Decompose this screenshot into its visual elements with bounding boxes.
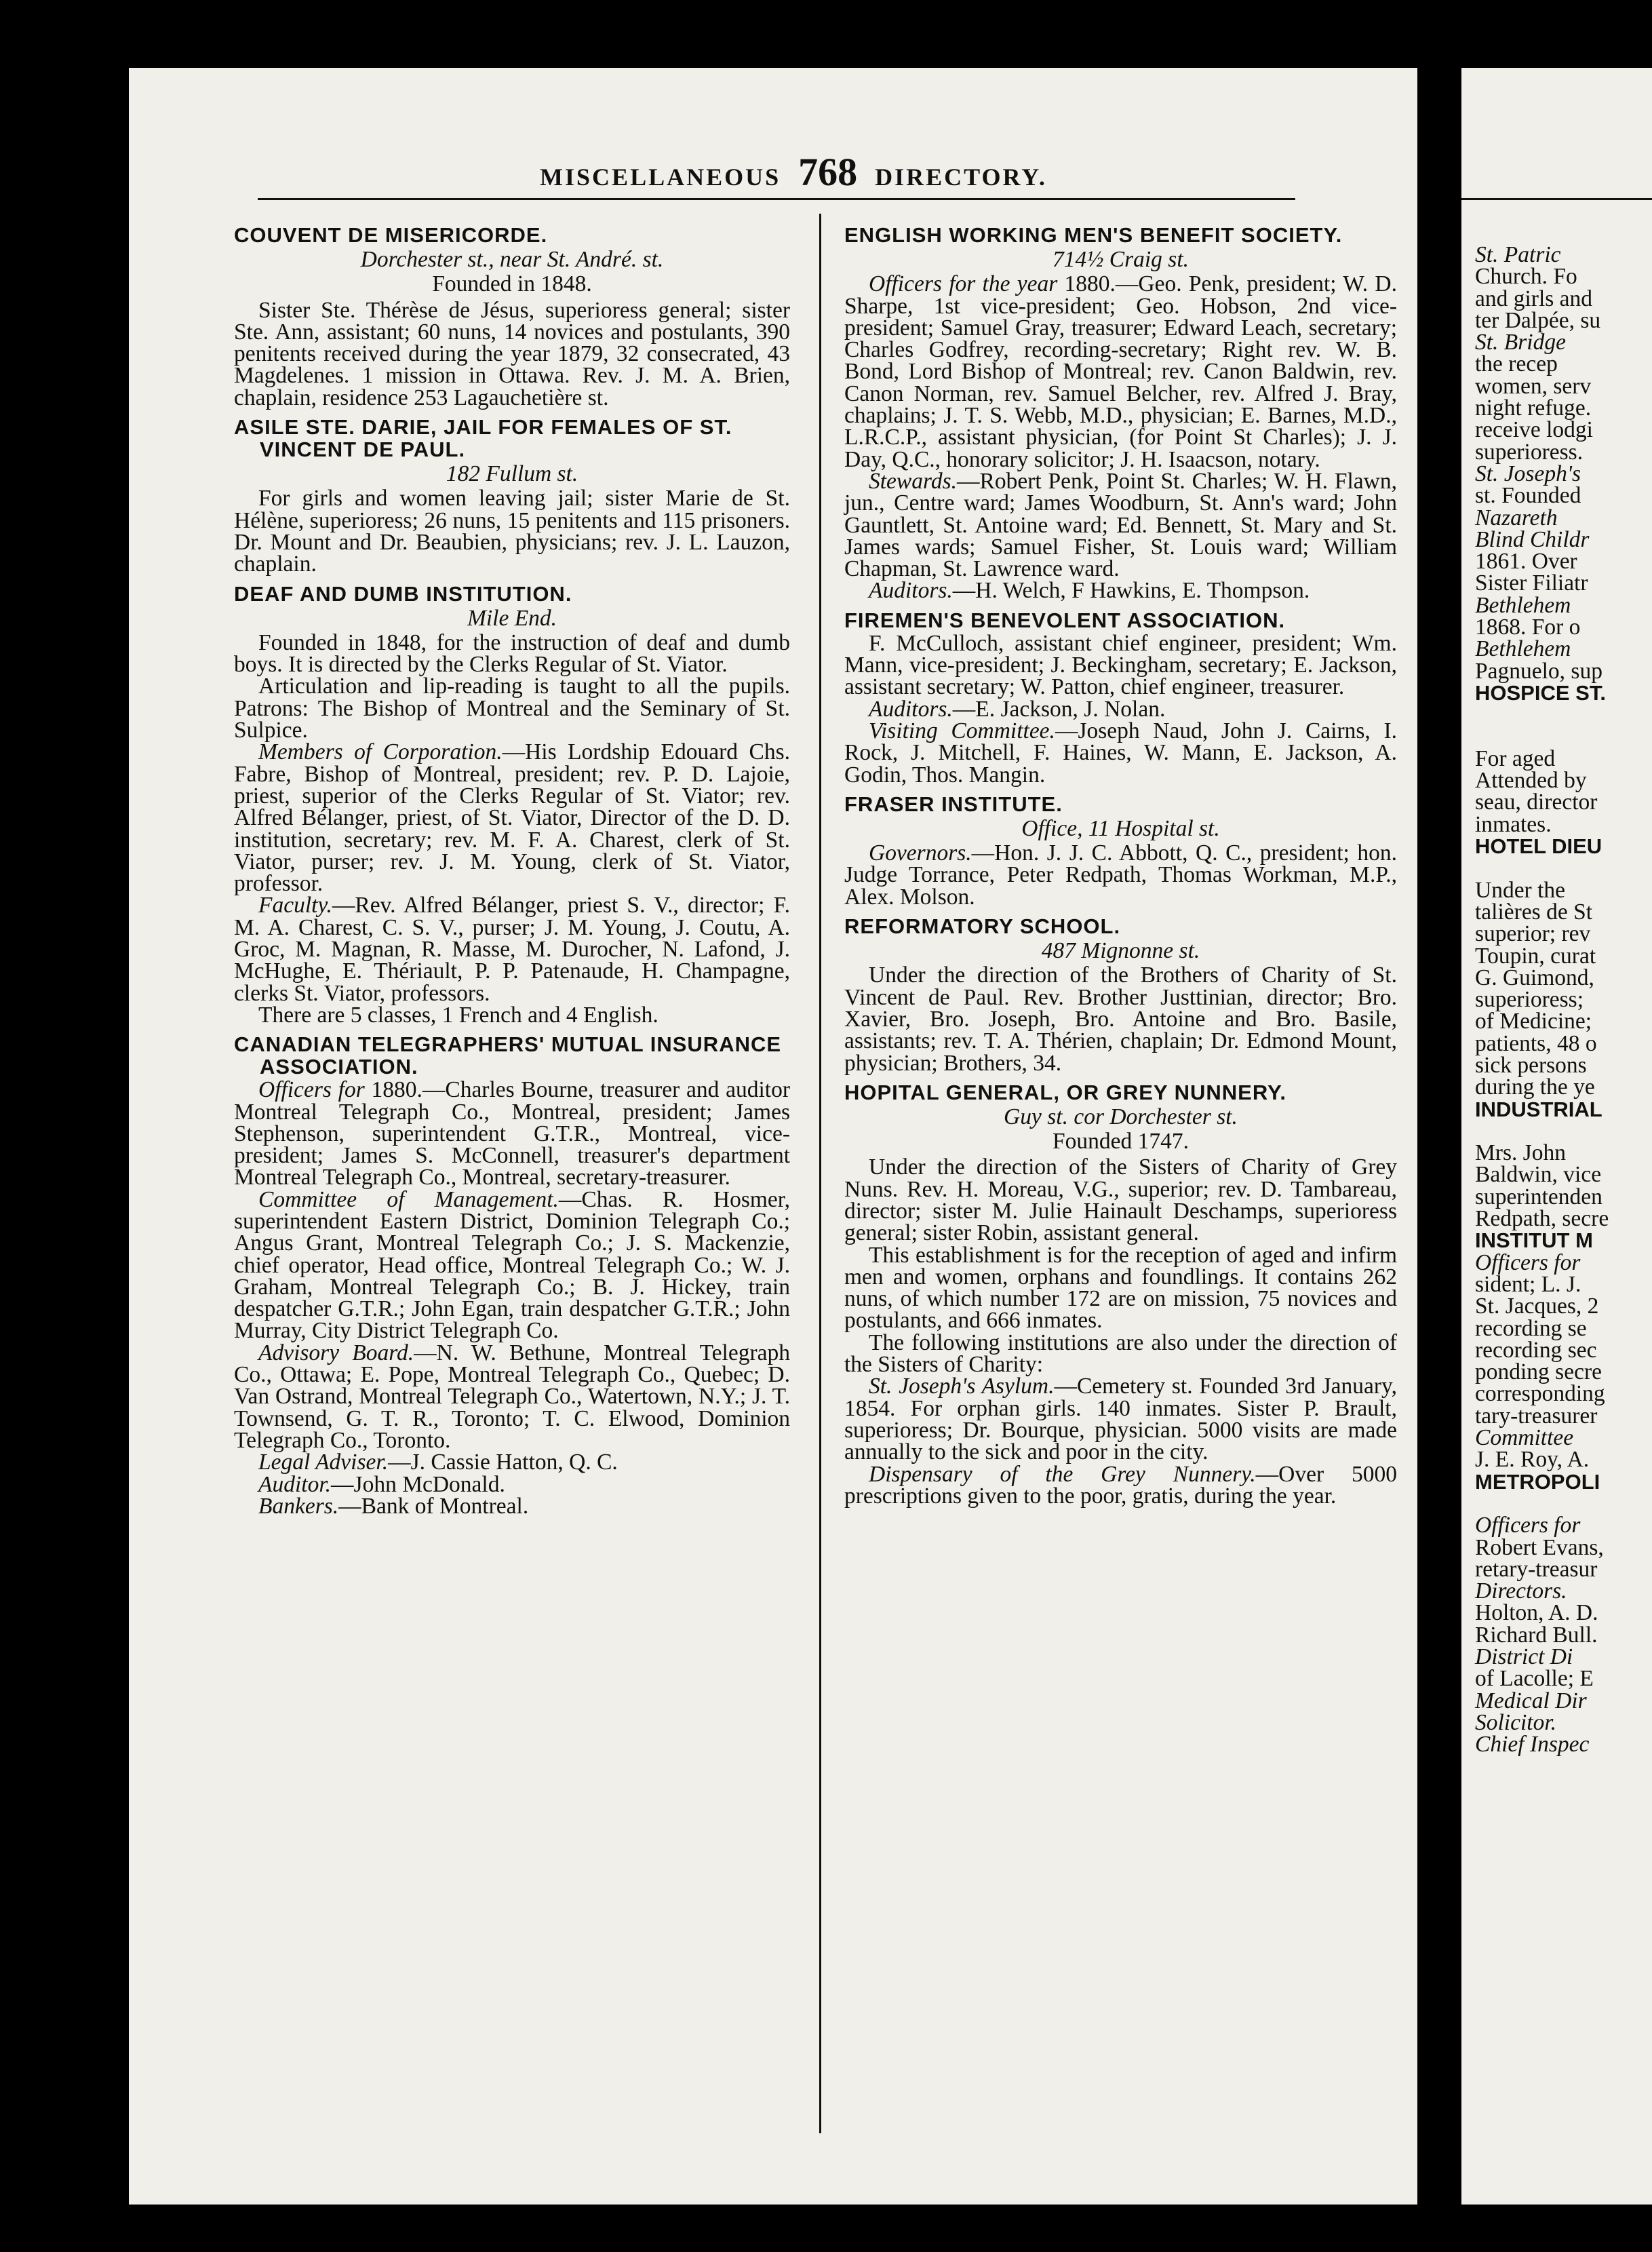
entry-paragraph	[844, 1329, 1397, 1378]
adjacent-line: HOTEL DIEU	[1475, 834, 1602, 859]
adjacent-line: of Medicine;	[1475, 1009, 1592, 1034]
paragraph-text: —J. Cassie Hatton, Q. C.	[388, 1450, 618, 1475]
adjacent-line: ter Dalpée, su	[1475, 307, 1601, 333]
column-divider	[819, 214, 821, 2133]
paragraph-lead: Faculty.	[258, 893, 332, 918]
paragraph-lead: Members of Corporation.	[258, 739, 503, 765]
adjacent-line: HOSPICE ST.	[1475, 680, 1606, 705]
entry-paragraph	[844, 273, 1397, 471]
entry-paragraph	[234, 741, 790, 895]
header-left: MISCELLANEOUS	[540, 163, 781, 191]
directory-entry	[844, 915, 1397, 1074]
directory-entry	[234, 224, 790, 409]
adjacent-line: superintenden	[1475, 1184, 1602, 1209]
entry-paragraph	[234, 1342, 790, 1452]
adjacent-line: Committee	[1475, 1425, 1574, 1451]
directory-entry	[234, 583, 790, 1027]
paragraph-text: Founded in 1848, for the instruction of deaf and dumb boys. It is directed by the Clerks Regular of St. Viator.	[234, 629, 790, 678]
paragraph-text: F. McCulloch, assistant chief engineer, president; Wm. Mann, vice-president; J. Beckingham, secretary; E. Jackson, assistant secretary; W. Patton, chief engineer, treasurer.	[844, 630, 1397, 700]
adjacent-page	[1461, 68, 1652, 2205]
paragraph-text: —His Lordship Edouard Chs. Fabre, Bishop of Montreal, president; rev. P. D. Lajoie, priest, superior of the Clerks Regular of St. Viator; rev. Alfred Bélanger, priest, of St. Viator, Director of the D. D. institution, secretary; rev. M. F. A. Charest, clerk of St. Viator, purser; rev. J. M. Young, clerk of St. Viator, professor.	[234, 739, 790, 897]
adjacent-line: of Lacolle; E	[1475, 1666, 1594, 1692]
entry-paragraph	[844, 1376, 1397, 1463]
entry-address: 487 Mignonne st.	[1041, 938, 1200, 964]
adjacent-line: Medical Dir	[1475, 1688, 1587, 1713]
entry-paragraph	[234, 1186, 790, 1344]
paragraph-lead: Stewards.	[869, 468, 957, 494]
directory-entry	[844, 793, 1397, 908]
entry-paragraph	[234, 297, 790, 410]
entry-address: Guy st. cor Dorchester st.	[1004, 1104, 1238, 1129]
entry-paragraph	[844, 842, 1397, 908]
entry-title: CANADIAN TELEGRAPHERS' MUTUAL INSURANCE ASSOCIATION.	[234, 1032, 782, 1079]
adjacent-line	[1475, 857, 1609, 879]
adjacent-line: sident; L. J.	[1475, 1271, 1581, 1297]
adjacent-line: corresponding	[1475, 1381, 1605, 1407]
paragraph-text: —Joseph Naud, John J. Cairns, I. Rock, J. Mitchell, F. Haines, W. Mann, E. Jackson, A. Godin, Thos. Mangin.	[844, 718, 1397, 788]
adjacent-line: seau, director	[1475, 790, 1598, 815]
adjacent-line: Richard Bull.	[1475, 1622, 1598, 1648]
entry-title: HOPITAL GENERAL, OR GREY NUNNERY.	[844, 1080, 1286, 1104]
paragraph-text: Sister Ste. Thérèse de Jésus, superioress general; sister Ste. Ann, assistant; 60 nuns, 14 novices and postulants, 390 penitents received during the year 1879, 32 consecrated, 43 Magdelenes. 1 mission in Ottawa. Rev. J. M. A. Brien, chaplain, residence 253 Lagauchetière st.	[234, 297, 790, 410]
adjacent-line: patients, 48 o	[1475, 1030, 1597, 1056]
entry-address: 182 Fullum st.	[446, 461, 578, 487]
paragraph-lead: Advisory Board.	[258, 1340, 414, 1365]
directory-entry	[234, 1033, 790, 1517]
directory-entry	[844, 609, 1397, 786]
adjacent-line: Directors.	[1475, 1578, 1567, 1604]
paragraph-lead: Visiting Committee.	[869, 718, 1055, 743]
paragraph-text: 1880.—Geo. Penk, president; W. D. Sharpe, 1st vice-president; Geo. Hobson, 2nd vice-president; Samuel Gray, treasurer; Edward Leach, secretary; Charles Godfrey, recording-secretary; Right rev. W. B. Bond, Lord Bishop of Montreal; rev. Canon Baldwin, rev. Canon Norman, rev. Samuel Belcher, rev. Alfred J. Bray, chaplains; J. T. S. Webb, M.D., physician; E. Barnes, M.D., L.R.C.P., assistant physician, (for Point St Charles); J. J. Day, Q.C., honorary solicitor; J. H. Isaacson, notary.	[844, 271, 1397, 472]
entry-founded: Founded 1747.	[1053, 1129, 1189, 1154]
paragraph-text: 1880.—Charles Bourne, treasurer and auditor Montreal Telegraph Co., Montreal, president; James Stephenson, superintendent G.T.R., Montreal, vice-president; James S. McConnell, treasurer's department Montreal Telegraph Co., Montreal, secretary-treasurer.	[234, 1077, 790, 1190]
entry-address: 714½ Craig st.	[1052, 247, 1189, 272]
paragraph-text: For girls and women leaving jail; sister Marie de St. Hélène, superioress; 26 nuns, 15 penitents and 115 prisoners. Dr. Mount and Dr. Beaubien, physicians; rev. J. L. Lauzon, chaplain.	[234, 486, 790, 577]
running-header	[129, 149, 1458, 195]
paragraph-text: —Chas. R. Hosmer, superintendent Eastern District, Dominion Telegraph Co.; Angus Grant, Montreal Telegraph Co.; J. S. Mackenzie, chief operator, Head office, Montreal Telegraph Co.; W. J. Graham, Montreal Telegraph Co.; B. J. Hickey, train despatcher G.T.R.; John Egan, train despatcher G.T.R.; John Murray, City District Telegraph Co.	[234, 1186, 790, 1344]
paragraph-lead: Governors.	[869, 840, 972, 866]
entry-paragraph	[234, 895, 790, 1004]
entry-paragraph	[234, 676, 790, 741]
adjacent-line: tary-treasurer	[1475, 1403, 1598, 1429]
entry-paragraph	[234, 488, 790, 575]
entry-paragraph	[234, 629, 790, 678]
paragraph-lead: Auditors.	[869, 578, 953, 604]
adjacent-line: Pagnuelo, sup	[1475, 658, 1602, 684]
left-column	[234, 217, 790, 1517]
adjacent-line: women, serv	[1475, 373, 1592, 399]
adjacent-line: 1868. For o	[1475, 615, 1581, 640]
adjacent-line: the recep	[1475, 351, 1558, 377]
paragraph-lead: Dispensary of the Grey Nunnery.	[869, 1461, 1256, 1487]
directory-entry	[844, 224, 1397, 602]
adjacent-line: METROPOLI	[1475, 1469, 1600, 1494]
entry-paragraph	[844, 965, 1397, 1074]
adjacent-line: sick persons	[1475, 1052, 1587, 1078]
adjacent-line: St. Patric	[1475, 242, 1561, 267]
paragraph-text: There are 5 classes, 1 French and 4 English.	[258, 1002, 658, 1028]
adjacent-line: Solicitor.	[1475, 1709, 1557, 1735]
adjacent-line: Attended by	[1475, 768, 1587, 794]
directory-page	[129, 68, 1458, 2205]
entry-paragraph	[234, 1002, 790, 1028]
adjacent-line: Baldwin, vice	[1475, 1162, 1602, 1188]
adjacent-line	[1475, 1121, 1609, 1142]
header-rule	[258, 198, 1295, 200]
entry-address: Office, 11 Hospital st.	[1021, 815, 1220, 841]
paragraph-text: —H. Welch, F Hawkins, E. Thompson.	[952, 578, 1310, 604]
entry-paragraph	[234, 1079, 790, 1188]
entry-paragraph	[844, 696, 1397, 722]
adjacent-line: St. Jacques, 2	[1475, 1294, 1599, 1319]
paragraph-text: —E. Jackson, J. Nolan.	[952, 696, 1166, 722]
adjacent-line: and girls and	[1475, 286, 1593, 311]
entry-title: ENGLISH WORKING MEN'S BENEFIT SOCIETY.	[844, 223, 1343, 247]
paragraph-lead: Legal Adviser.	[258, 1450, 389, 1475]
entry-paragraph	[844, 630, 1397, 700]
adjacent-line: Holton, A. D.	[1475, 1600, 1598, 1626]
adjacent-line: Mrs. John	[1475, 1140, 1567, 1166]
adjacent-line: St. Bridge	[1475, 330, 1566, 355]
entry-paragraph	[844, 1154, 1397, 1246]
adjacent-line: superioress;	[1475, 987, 1584, 1013]
paragraph-text: This establishment is for the reception of aged and infirm men and women, orphans and foundlings. It contains 262 nuns, of which number 172 are on mission, 75 novices and postulants, and 666 inmates.	[844, 1242, 1397, 1334]
paragraph-text: —Cemetery st. Founded 3rd January, 1854. For orphan girls. 140 inmates. Sister P. Brault, superioress; Dr. Bourque, physician. 5000 visits are made annually to the sick and poor in the city.	[844, 1374, 1397, 1465]
entry-title: ASILE STE. DARIE, JAIL FOR FEMALES OF ST. VINCENT DE PAUL.	[234, 415, 732, 462]
adjacent-line: Bethlehem	[1475, 592, 1571, 618]
paragraph-text: —Rev. Alfred Bélanger, priest S. V., director; F. M. A. Charest, C. S. V., purser; J. M. Young, J. Coutu, A. Groc, M. Magnan, R. Masse, M. Durocher, N. Lafond, J. McHughe, E. Thériault, P. P. Patenaude, H. Champagne, clerks St. Viator, professors.	[234, 893, 790, 1006]
entry-title: DEAF AND DUMB INSTITUTION.	[234, 581, 572, 606]
adjacent-line: Bethlehem	[1475, 636, 1571, 662]
header-right: DIRECTORY.	[875, 163, 1047, 191]
right-column	[844, 217, 1397, 1507]
entry-founded: Founded in 1848.	[432, 271, 592, 297]
entry-paragraph	[234, 1493, 790, 1519]
adjacent-line: J. E. Roy, A.	[1475, 1447, 1590, 1473]
adjacent-line: superior; rev	[1475, 921, 1591, 947]
adjacent-header-rule	[1461, 198, 1652, 200]
paragraph-lead: Officers for	[258, 1077, 365, 1103]
paragraph-lead: Bankers.	[258, 1493, 339, 1519]
adjacent-line: Robert Evans,	[1475, 1534, 1604, 1560]
adjacent-line: For aged	[1475, 745, 1556, 771]
directory-entry	[844, 1081, 1397, 1507]
entry-paragraph	[844, 1242, 1397, 1334]
adjacent-line: superioress.	[1475, 439, 1584, 465]
adjacent-line: G. Guimond,	[1475, 965, 1594, 990]
adjacent-line: St. Joseph's	[1475, 461, 1581, 486]
directory-entry	[234, 416, 790, 575]
adjacent-page-text	[1475, 242, 1609, 1758]
paragraph-text: The following institutions are also under the direction of the Sisters of Charity:	[844, 1329, 1397, 1378]
adjacent-line	[1475, 704, 1609, 726]
adjacent-line	[1475, 1493, 1609, 1515]
adjacent-line: Redpath, secre	[1475, 1206, 1609, 1232]
entry-paragraph	[234, 1452, 790, 1473]
entry-paragraph	[844, 468, 1397, 582]
adjacent-line: talières de St	[1475, 899, 1593, 925]
adjacent-line: recording sec	[1475, 1337, 1597, 1363]
adjacent-line: during the ye	[1475, 1074, 1595, 1100]
entry-title: FIREMEN'S BENEVOLENT ASSOCIATION.	[844, 608, 1286, 632]
paragraph-text: —Over 5000 prescriptions given to the poor, gratis, during the year.	[844, 1461, 1398, 1509]
adjacent-line: District Di	[1475, 1644, 1573, 1669]
paragraph-text: —Robert Penk, Point St. Charles; W. H. Flawn, jun., Centre ward; James Woodburn, St. Ann's ward; John Gauntlett, St. Antoine ward; Ed. Bennett, St. Mary and St. James wards; Samuel Fisher, St. Louis ward; William Chapman, St. Lawrence ward.	[844, 468, 1397, 582]
paragraph-lead: Auditors.	[869, 696, 953, 722]
adjacent-line: INDUSTRIAL	[1475, 1097, 1602, 1121]
paragraph-text: —Bank of Montreal.	[338, 1493, 529, 1519]
paragraph-text: Articulation and lip-reading is taught to all the pupils. Patrons: The Bishop of Montreal and the Seminary of St. Sulpice.	[234, 674, 790, 743]
adjacent-line: Chief Inspec	[1475, 1732, 1590, 1758]
entry-address: Dorchester st., near St. André. st.	[360, 247, 664, 272]
adjacent-line: 1861. Over	[1475, 549, 1577, 575]
adjacent-line: inmates.	[1475, 811, 1552, 837]
paragraph-lead: St. Joseph's Asylum.	[869, 1374, 1055, 1399]
adjacent-line: INSTITUT M	[1475, 1228, 1593, 1253]
entry-paragraph	[234, 1471, 790, 1497]
adjacent-line: Nazareth	[1475, 505, 1558, 530]
entry-title: FRASER INSTITUTE.	[844, 792, 1063, 816]
entry-title: COUVENT DE MISERICORDE.	[234, 223, 548, 247]
adjacent-line: Church. Fo	[1475, 264, 1577, 290]
adjacent-line: Officers for	[1475, 1513, 1581, 1538]
page-gutter	[1417, 68, 1465, 2205]
adjacent-line: st. Founded	[1475, 483, 1581, 509]
paragraph-text: —John McDonald.	[331, 1471, 505, 1497]
paragraph-lead: Officers for the year	[869, 271, 1058, 297]
entry-paragraph	[844, 580, 1397, 602]
adjacent-line: recording se	[1475, 1315, 1587, 1341]
entry-paragraph	[844, 720, 1397, 786]
entry-title: REFORMATORY SCHOOL.	[844, 914, 1121, 939]
adjacent-line	[1475, 726, 1609, 748]
page-number: 768	[798, 150, 858, 194]
adjacent-line: ponding secre	[1475, 1359, 1602, 1385]
paragraph-text: —N. W. Bethune, Montreal Telegraph Co., Ottawa; E. Pope, Montreal Telegraph Co., Quebec; D. Van Ostrand, Montreal Telegraph Co., Watertown, N.Y.; J. T. Townsend, G. T. R., Toronto; T. C. Elwood, Dominion Telegraph Co., Toronto.	[234, 1340, 791, 1453]
paragraph-text: Under the direction of the Sisters of Charity of Grey Nuns. Rev. H. Moreau, V.G., superior; rev. D. Tambareau, director; sister M. Julie Hainault Deschamps, superioress general; sister Robin, assistant general.	[844, 1154, 1397, 1246]
adjacent-line: Officers for	[1475, 1249, 1581, 1275]
entry-address: Mile End.	[467, 605, 557, 631]
entry-paragraph	[844, 1461, 1398, 1509]
paragraph-lead: Committee of Management.	[258, 1186, 559, 1212]
paragraph-lead: Auditor.	[258, 1471, 332, 1497]
paragraph-text: Under the direction of the Brothers of Charity of St. Vincent de Paul. Rev. Brother Justtinian, director; Bro. Xavier, Bro. Joseph, Bro. Antoine and Bro. Basile, assistants; rev. T. A. Thérien, chaplain; Dr. Edmond Mount, physician; Brothers, 34.	[844, 963, 1397, 1076]
adjacent-line: receive lodgi	[1475, 417, 1593, 443]
adjacent-line: night refuge.	[1475, 395, 1592, 421]
adjacent-line: Toupin, curat	[1475, 943, 1596, 969]
paragraph-text: —Hon. J. J. C. Abbott, Q. C., president; hon. Judge Torrance, Peter Redpath, Thomas Workman, M.P., Alex. Molson.	[844, 840, 1397, 910]
adjacent-line: retary-treasur	[1475, 1556, 1598, 1582]
adjacent-line: Under the	[1475, 877, 1566, 903]
adjacent-line: Sister Filiatr	[1475, 570, 1588, 596]
adjacent-line: Blind Childr	[1475, 526, 1590, 552]
